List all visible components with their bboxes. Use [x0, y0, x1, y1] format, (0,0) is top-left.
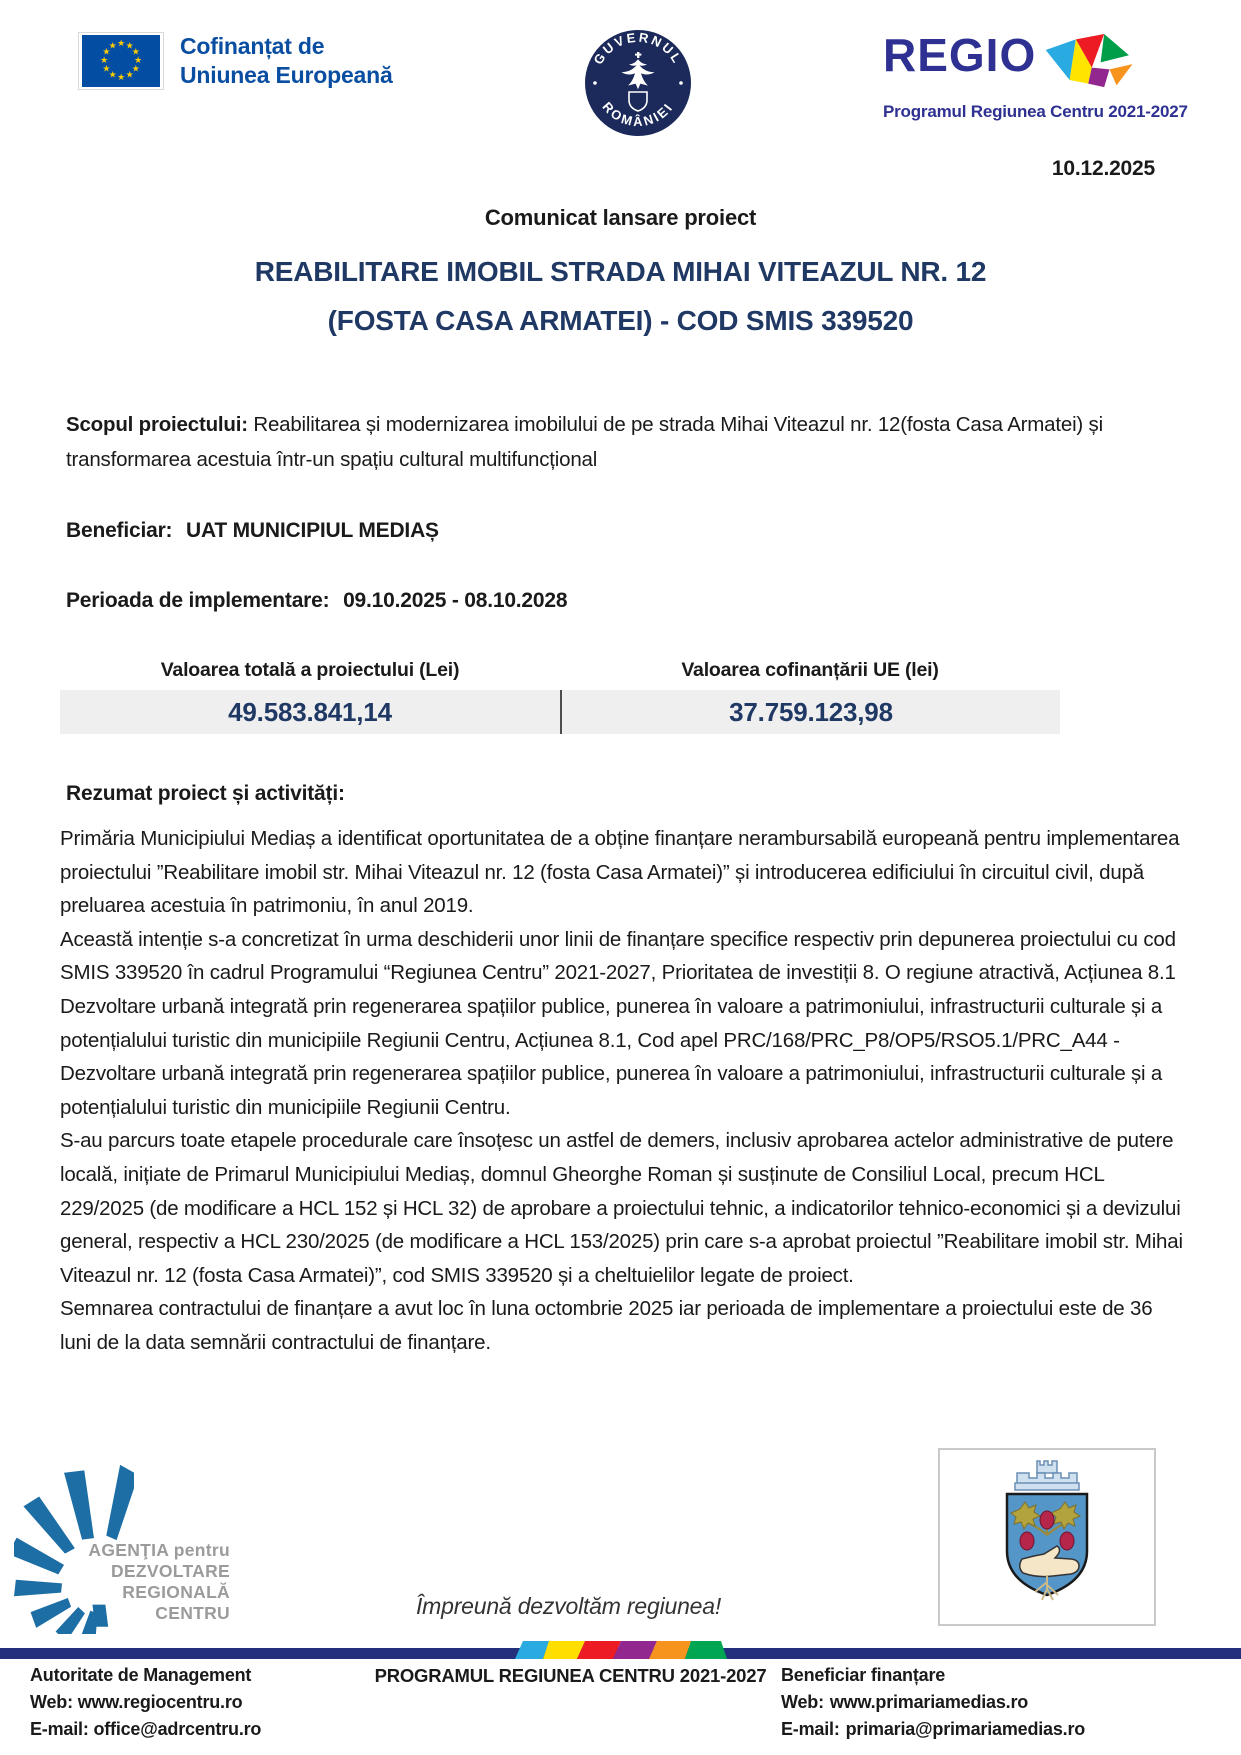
beneficiary-section [66, 519, 1181, 543]
svg-text:★: ★ [100, 56, 108, 66]
project-title-line2: (FOSTA CASA ARMATEI) - COD SMIS 339520 [327, 305, 914, 336]
regio-program-caption: Programul Regiunea Centru 2021-2027 [883, 102, 1188, 121]
web-label: Web: [781, 1692, 824, 1712]
beneficiary-label: Beneficiar: [66, 519, 173, 542]
beneficiary-value: UAT MUNICIPIUL MEDIAȘ [185, 519, 439, 542]
svg-text:★: ★ [102, 47, 111, 58]
svg-text:★: ★ [108, 70, 117, 81]
managing-authority-column [30, 1662, 360, 1743]
region-slogan: Împreună dezvoltăm regiunea! [415, 1593, 722, 1619]
svg-text:★: ★ [125, 41, 134, 52]
summary-body [60, 822, 1185, 1360]
values-table [60, 659, 1060, 734]
svg-text:★: ★ [134, 56, 142, 66]
scope-section [66, 407, 1111, 477]
values-row [60, 690, 1060, 734]
eu-cofinancing-amount: 37.759.123,98 [560, 690, 1060, 734]
svg-text:★: ★ [117, 39, 125, 49]
total-value-header: Valoarea totală a proiectului (Lei) [160, 659, 460, 681]
svg-text:★: ★ [131, 47, 140, 58]
beneficiary-column [781, 1662, 1211, 1743]
regio-bird-icon [1044, 34, 1136, 96]
regio-logo [883, 29, 1188, 122]
eu-cofunded-logo [78, 32, 393, 90]
footer-columns [30, 1662, 1211, 1743]
web-label: Web: [30, 1692, 73, 1712]
medias-coat-of-arms [938, 1448, 1156, 1626]
svg-text:★: ★ [117, 73, 125, 83]
mural-crown-icon [1015, 1461, 1079, 1490]
adr-centru-logo-caption: AGENŢIA pentru DEZVOLTARE REGIONALĂ CENTRU [88, 1540, 230, 1623]
summary-paragraph: Această intenție s-a concretizat în urma deschiderii unor linii de finanțare specifice respectiv prin depunerea proiectului cu cod SMIS 339520 în cadrul Programului “Regiunea Centru” 2021-2027, Prioritatea de investiții 8. O regiune atractivă, Acțiunea 8.1 Dezvoltare urbană integrată prin regenerarea spațiilor publice, punerea în valoare a patrimoniului, infrastructurii culturale și a potențialului turistic din municipiile Regiunii Centru, Acțiunea 8.1, Cod apel PRC/168/PRC_P8/OP5/RSO5.1/PRC_A44 - Dezvoltare urbană integrată prin regenerarea spațiilor publice, punerea în valoare a patrimoniului, infrastructurii culturale și a potențialului turistic din municipiile Regiunii Centru. [60, 927, 1176, 1119]
summary-heading: Rezumat proiect și activități: [66, 782, 345, 805]
project-title [0, 247, 1241, 345]
regio-ribbon-icon [515, 1641, 727, 1659]
managing-authority-title: Autoritate de Management [30, 1665, 252, 1685]
period-section [66, 589, 1181, 613]
svg-text:★: ★ [131, 64, 140, 75]
period-value: 09.10.2025 - 08.10.2028 [343, 589, 568, 612]
svg-text:★: ★ [102, 64, 111, 75]
period-label: Perioada de implementare: [66, 589, 330, 612]
total-value-amount: 49.583.841,14 [228, 696, 392, 727]
beneficiary-email: primaria@primariamedias.ro [845, 1719, 1086, 1739]
svg-text:★: ★ [108, 41, 117, 52]
summary-paragraph: S-au parcurs toate etapele procedurale care însoțesc un astfel de demers, inclusiv aprobarea actelor administrative de putere locală, inițiate de Primarul Municipiului Mediaș, domnul Gheorghe Roman și susținute de Consiliul Local, precum HCL 229/2025 (de modificare a HCL 152 și HCL 32) de aprobare a proiectului tehnic, a indicatorilor tehnico-economici și a devizului general, respectiv a HCL 230/2025 (de modificare a HCL 153/2025) prin care s-a aprobat proiectul ”Reabilitare imobil str. Mihai Viteazul nr. 12 (fosta Casa Armatei)”, cod SMIS 339520 și a cheltuielilor legate de proiect. [60, 1129, 1183, 1287]
romanian-government-seal-icon [583, 28, 693, 143]
svg-text:ROMÂNIEI: ROMÂNIEI [599, 98, 677, 130]
summary-paragraph: Semnarea contractului de finanțare a avut loc în luna octombrie 2025 iar perioada de implementare a proiectului este de 36 luni de la data semnării contractului de finanțare. [60, 1297, 1153, 1354]
email-label: E-mail: [30, 1719, 89, 1739]
eu-logo-caption: Cofinanțat de Uniunea Europeană [180, 33, 393, 88]
scope-label: Scopul proiectului: [66, 413, 248, 436]
svg-text:GUVERNUL: GUVERNUL [590, 29, 686, 68]
scope-text: Reabilitarea și modernizarea imobilului de pe strada Mihai Viteazul nr. 12(fosta Casa Armatei) și transformarea acestuia într-un spațiu cultural multifuncțional [66, 413, 1103, 471]
beneficiary-website: www.primariamedias.ro [829, 1692, 1029, 1712]
document-date: 10.12.2025 [1051, 157, 1155, 180]
eu-flag-icon [78, 32, 164, 90]
email-label: E-mail: [781, 1719, 840, 1739]
summary-paragraph: Primăria Municipiului Mediaș a identificat oportunitatea de a obține finanțare nerambursabilă europeană pentru implementarea proiectului ”Reabilitare imobil str. Mihai Viteazul nr. 12 (fosta Casa Armatei)” și introducerea edificiului în circuitul civil, după preluarea acestuia în patrimoniu, în anul 2019. [60, 827, 1180, 918]
svg-text:★: ★ [125, 70, 134, 81]
managing-authority-email: office@adrcentru.ro [93, 1719, 262, 1739]
page-footer [0, 1400, 1241, 1755]
managing-authority-website: www.regiocentru.ro [77, 1692, 243, 1712]
project-title-line1: REABILITARE IMOBIL STRADA MIHAI VITEAZUL NR. 12 [254, 256, 987, 287]
header [0, 0, 1241, 143]
program-name-footer: PROGRAMUL REGIUNEA CENTRU 2021-2027 [374, 1665, 767, 1686]
eu-cofinancing-header: Valoarea cofinanțării UE (lei) [681, 659, 939, 681]
document-kicker: Comunicat lansare proiect [484, 205, 757, 230]
footer-band [0, 1641, 1241, 1659]
beneficiary-title: Beneficiar finanțare [781, 1665, 946, 1685]
regio-wordmark: REGIO [883, 29, 1037, 81]
